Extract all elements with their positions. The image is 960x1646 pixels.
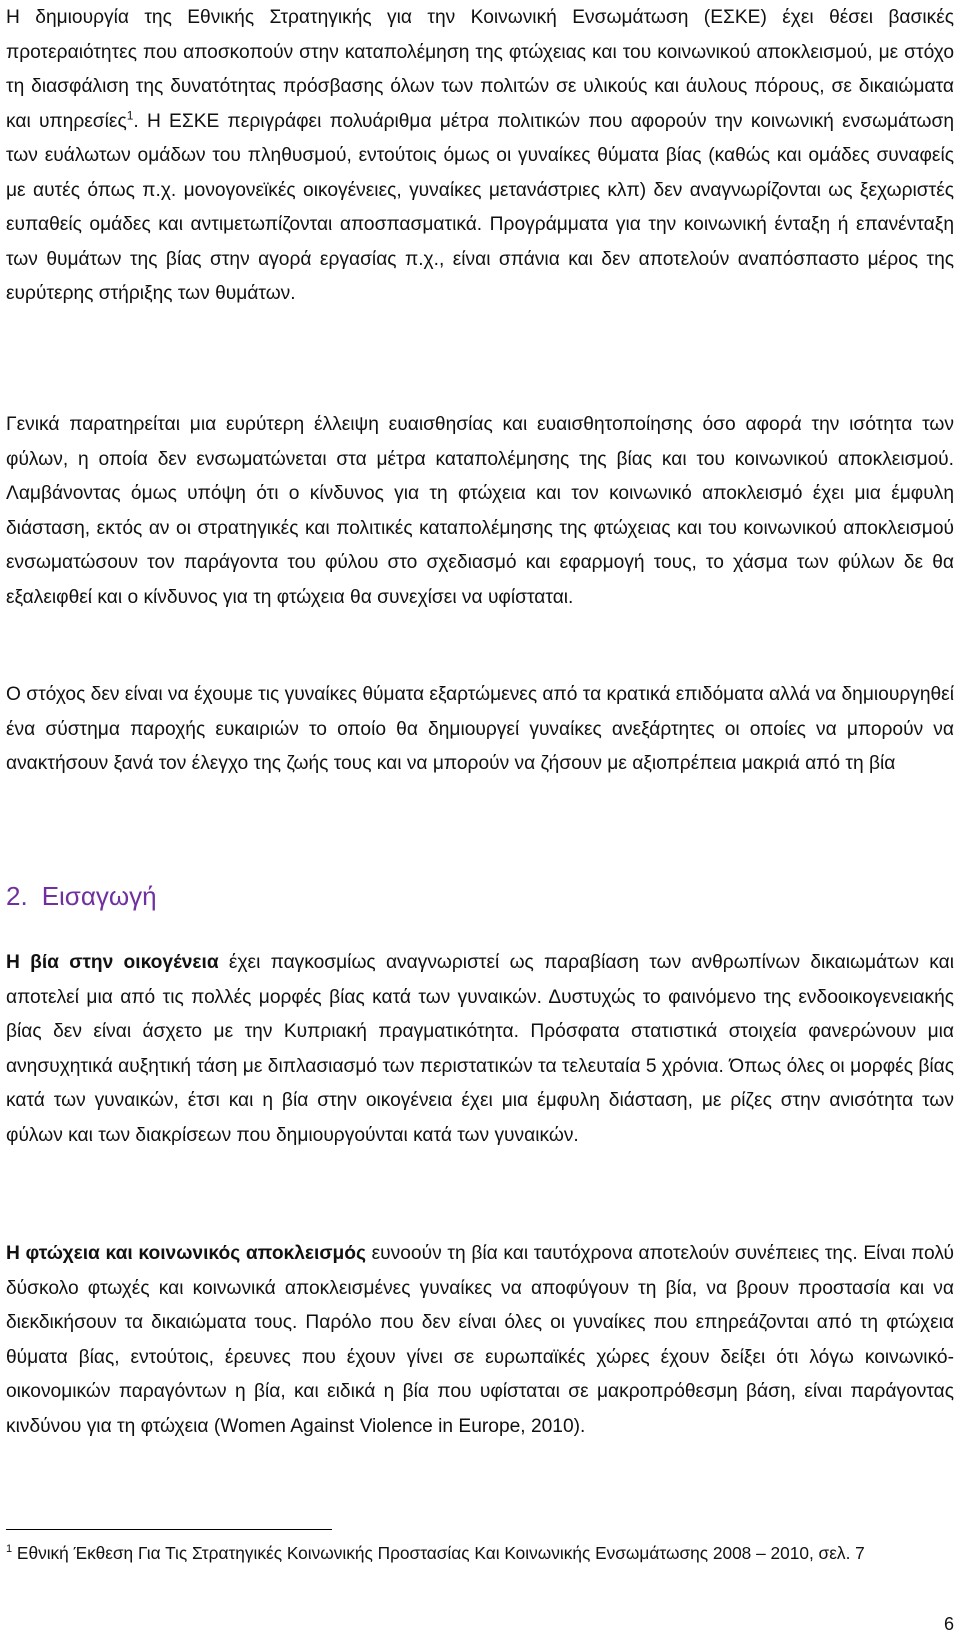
footnote-separator	[6, 1529, 332, 1530]
body-paragraph-family-violence	[6, 946, 954, 1153]
section-title: Εισαγωγή	[41, 881, 157, 911]
footnote	[6, 1538, 954, 1568]
intro-paragraph-1	[6, 1, 954, 312]
footnote-text: Εθνική Έκθεση Για Τις Στρατηγικές Κοινωνικής Προστασίας Και Κοινωνικής Ενσωμάτωσης 2008 – 2010, σελ. 7	[12, 1543, 865, 1563]
body-paragraph-poverty-text: ευνοούν τη βία και ταυτόχρονα αποτελούν συνέπειες της. Είναι πολύ δύσκολο φτωχές και κοινωνικά αποκλεισμένες γυναίκες να αποφύγουν τη βία, να βρουν προστασία και να διεκδικήσουν τα δικαιώματα τους. Παρόλο που δεν είναι όλες οι γυναίκες που επηρεάζονται από τη φτώχεια θύματα βίας, εντούτοις, έρευνες που έχουν γίνει σε ευρωπαϊκές χώρες έχουν δείξει ότι λόγω κοινωνικό-οικονομικών παραγόντων η βία, και ειδικά η βία που υφίσταται σε μακροπρόθεσμη βάση, είναι παράγοντας κινδύνου για τη φτώχεια (Women Against Violence in Europe, 2010).	[6, 1243, 954, 1437]
document-page	[6, 0, 954, 1646]
bold-term-poverty: Η φτώχεια και κοινωνικός αποκλεισμός	[6, 1243, 366, 1264]
section-heading	[6, 876, 157, 916]
body-paragraph-family-violence-text: έχει παγκοσμίως αναγνωριστεί ως παραβίαση των ανθρωπίνων δικαιωμάτων και αποτελεί μια από τις πολλές μορφές βίας κατά των γυναικών. Δυστυχώς το φαινόμενο της ενδοοικογενειακής βίας δεν είναι άσχετο με την Κυπριακή πραγματικότητα. Πρόσφατα στατιστικά στοιχεία φανερώνουν μια ανησυχητικά αυξητική τάση με διπλασιασμό των περιστατικών τα τελευταία 5 χρόνια. Όπως όλες οι μορφές βίας κατά των γυναικών, έτσι και η βία στην οικογένεια έχει μια έμφυλη διάσταση, με ρίζες στην ανισότητα των φύλων και των διακρίσεων που δημιουργούνται κατά των γυναικών.	[6, 952, 954, 1146]
intro-paragraph-3: Ο στόχος δεν είναι να έχουμε τις γυναίκες θύματα εξαρτώμενες από τα κρατικά επιδόματα αλλά να δημιουργηθεί ένα σύστημα παροχής ευκαιριών το οποίο θα δημιουργεί γυναίκες ανεξάρτητες οι οποίες να μπορούν να ανακτήσουν ξανά τον έλεγχο της ζωής τους και να μπορούν να ζήσουν με αξιοπρέπεια μακριά από τη βία	[6, 684, 954, 774]
section-number: 2.	[6, 881, 28, 911]
footnote-marker: 1	[6, 1543, 13, 1556]
bold-term-family-violence: Η βία στην οικογένεια	[6, 952, 219, 973]
intro-paragraph-1-text: Η δημιουργία της Εθνικής Στρατηγικής για την Κοινωνική Ενσωμάτωση (ΕΣΚΕ) έχει θέσει βασικές προτεραιότητες που αποσκοπούν στην καταπολέμηση της φτώχειας και του κοινωνικού αποκλεισμού, με στόχο τη διασφάλιση της δυνατότητας πρόσβασης όλων των πολιτών σε υλικούς και άυλους πόρους, σε δικαιώματα και υπηρεσίες	[6, 7, 954, 132]
intro-paragraph-2: Γενικά παρατηρείται μια ευρύτερη έλλειψη ευαισθησίας και ευαισθητοποίησης όσο αφορά την ισότητα των φύλων, η οποία δεν ενσωματώνεται στα μέτρα καταπολέμησης της βίας και του κοινωνικού αποκλεισμού. Λαμβάνοντας όμως υπόψη ότι ο κίνδυνος για τη φτώχεια και τον κοινωνικό αποκλεισμό έχει μια έμφυλη διάσταση, εκτός αν οι στρατηγικές και πολιτικές καταπολέμησης της φτώχειας και του κοινωνικού αποκλεισμού ενσωματώσουν τον παράγοντα του φύλου στο σχεδιασμό και εφαρμογή τους, το χάσμα των φύλων δε θα εξαλειφθεί και ο κίνδυνος για τη φτώχεια θα συνεχίσει να υφίσταται.	[6, 414, 954, 608]
body-paragraph-poverty	[6, 1237, 954, 1444]
intro-paragraph-1-text-continued: . Η ΕΣΚΕ περιγράφει πολυάριθμα μέτρα πολιτικών που αφορούν την κοινωνική ενσωμάτωση των ευάλωτων ομάδων του πληθυσμού, εντούτοις όμως οι γυναίκες θύματα βίας (καθώς και ομάδες συναφείς με αυτές όπως π.χ. μονογονεϊκές οικογένειες, γυναίκες μετανάστριες κλπ) δεν αναγνωρίζονται ως ξεχωριστές ευπαθείς ομάδες και αντιμετωπίζονται αποσπασματικά. Προγράμματα για την κοινωνική ένταξη ή επανένταξη των θυμάτων της βίας στην αγορά εργασίας π.χ., είναι σπάνια και δεν αποτελούν αναπόσπαστο μέρος της ευρύτερης στήριξης των θυμάτων.	[6, 110, 954, 304]
footnote-reference[interactable]: 1	[126, 108, 134, 123]
page-number: 6	[943, 1614, 954, 1634]
